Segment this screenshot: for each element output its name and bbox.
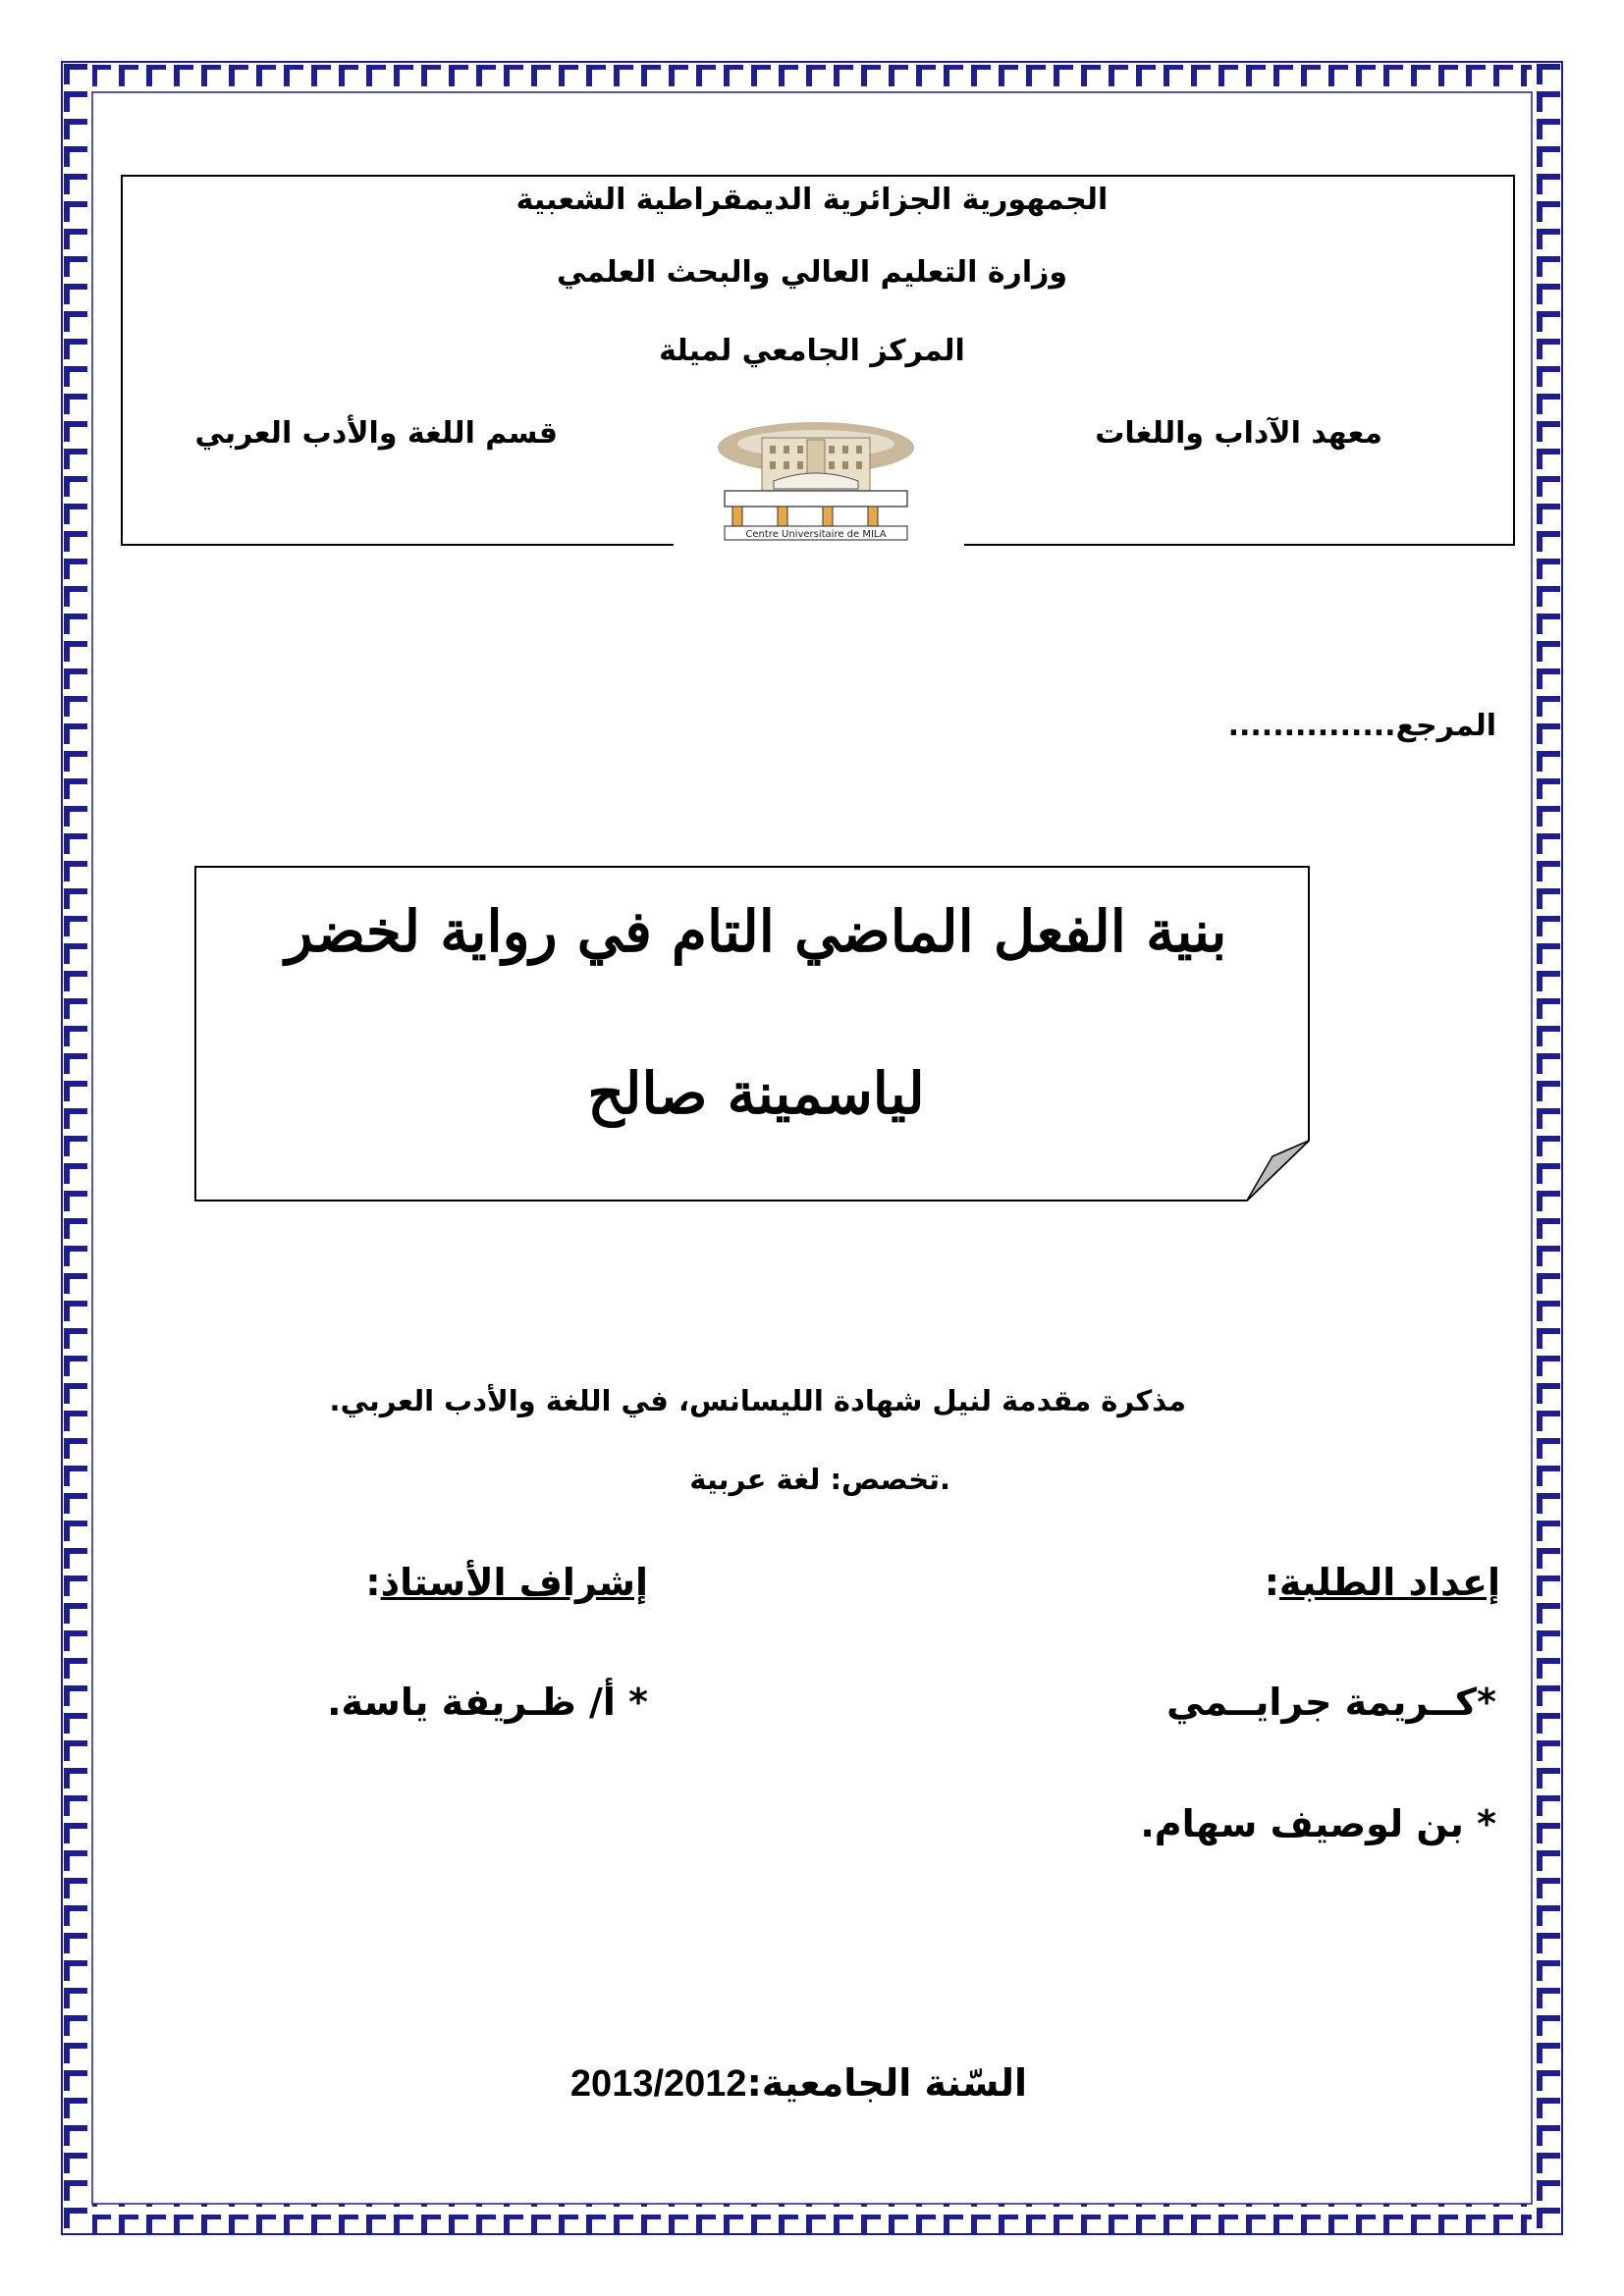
memo-description: مذكرة مقدمة لنيل شهادة الليسانس، في اللغة والأدب العربي. (329, 1384, 1186, 1417)
supervisor-heading-colon: : (365, 1561, 381, 1604)
academic-year-label: السّنة الجامعية: (746, 2061, 1027, 2105)
thesis-title-line2: لياسمينة صالح (587, 1060, 925, 1127)
supervisor-name: * أ/ ظـريفة ياسة. (327, 1681, 648, 1724)
logo-caption: Centre Universitaire de MILA (745, 529, 887, 540)
students-heading-label: إعداد الطلبة (1278, 1561, 1500, 1604)
students-heading (1265, 1561, 1500, 1604)
students-heading-colon: : (1264, 1561, 1279, 1604)
reference-line (1228, 709, 1496, 743)
academic-year (570, 2061, 1027, 2106)
supervisor-heading (365, 1561, 648, 1604)
header-ministry: وزارة التعليم العالي والبحث العلمي (556, 255, 1068, 290)
header-department: قسم اللغة والأدب العربي (194, 416, 558, 451)
student-name-1: *كــريمة جرايــمي (1166, 1681, 1496, 1724)
university-logo (705, 410, 927, 546)
header-institute: معهد الآداب واللغات (1095, 416, 1382, 451)
supervisor-heading-label: إشراف الأستاذ (380, 1561, 648, 1604)
header-republic: الجمهورية الجزائرية الديمقراطية الشعبية (515, 183, 1109, 217)
student-name-2: * بن لوصيف سهام. (1140, 1802, 1496, 1845)
memo-specialization: .تخصص: لغة عربية (689, 1463, 950, 1496)
academic-year-value: 2013/2012 (569, 2063, 747, 2105)
reference-dots: ............... (1227, 709, 1396, 743)
thesis-title-line1: بنية الفعل الماضي التام في رواية لخضر (285, 898, 1227, 965)
reference-label: المرجع (1395, 709, 1496, 743)
header-center: المركز الجامعي لميلة (659, 334, 965, 368)
